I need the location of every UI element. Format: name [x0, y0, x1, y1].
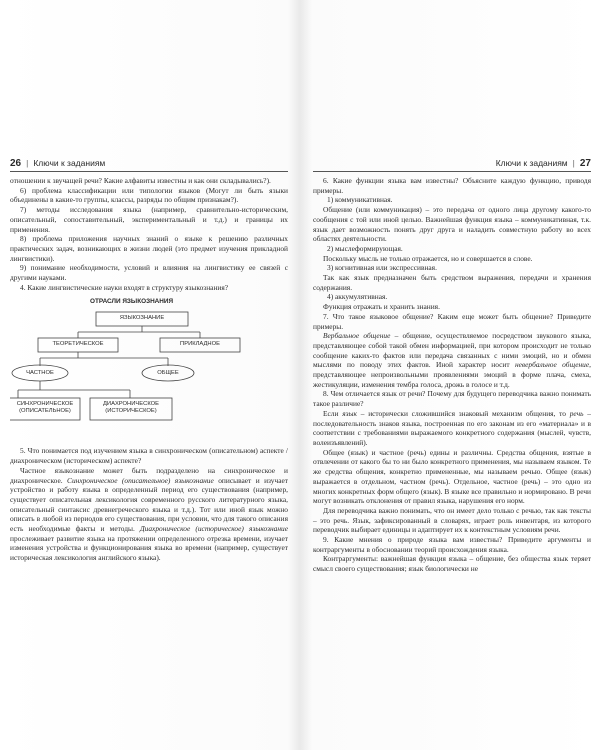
paragraph: отношении к звучащей речи? Какие алфавиты известны и как они складывались?).	[10, 176, 271, 185]
list-item: 3) когнитивная или экспрессивная.	[327, 263, 437, 273]
left-page	[10, 155, 288, 563]
general-label: ОБЩЕЕ	[157, 370, 179, 377]
emphasis: речь	[569, 408, 584, 418]
paragraph: Общее (язык) и частное (речь) едины и различны. Средства общения, взятые в отвлечении от какого бы то ни было конкретного применения, мы называем языком. Те же средства общения, конкретно примененные, мы называем речью. Общее (язык) выражается в отдельном, частном (речь). Отдельное, частное (речь) – это одно из многих конкретных форм общего (язык). В языке все правильно и нормировано. В речи могут возникать отклонения от правил языка, нарушения его норм.	[313, 447, 591, 506]
running-title: Ключи к заданиям	[495, 158, 568, 168]
particular-label: ЧАСТНОЕ	[26, 370, 54, 377]
paragraph: Контраргументы: важнейшая функция языка – общение, без общества язык теряет смысл своего существования; язык биологически не	[313, 554, 591, 574]
synchronic-subtitle: (ОПИСАТЕЛЬНОЕ)	[19, 408, 71, 415]
list-item: 2) мыслеформирующая.	[327, 243, 403, 253]
paragraph: 7) методы исследования языка (например, сравнительно-историческим, описательный, сопоставительный, экспериментальный и т.д.) и границы их применения.	[10, 205, 288, 234]
text-run: Частное языкознание может быть подразделено на синхроническое и диахроническое.	[10, 465, 288, 485]
diachronic-title: ДИАХРОНИЧЕСКОЕ	[102, 401, 160, 408]
diagram-title: ОТРАСЛИ ЯЗЫКОЗНАНИЯ	[90, 298, 174, 306]
paragraph: 6) проблема классификации или типологии языков (Могут ли быть языки объединены в какие-то группы, классы, разряды по общим признакам?).	[10, 185, 288, 205]
question-paragraph: 6. Какие функции языка вам известны? Объясните каждую функцию, приводя примеры.	[313, 176, 591, 195]
diachronic-subtitle: (ИСТОРИЧЕСКОЕ)	[105, 408, 157, 415]
paragraph: 9) понимание необходимости, условий и влияния на лингвистику ее связей с другими науками.	[10, 263, 288, 283]
emphasis: Синхроническое (описательное) языкознание	[67, 475, 214, 485]
left-text-top	[10, 176, 288, 292]
question-paragraph: 9. Какие мнения о природе языка вам известны? Приведите аргументы и контраргументы в обосновании теорий происхождения языка.	[313, 535, 591, 554]
diachronic-label	[90, 401, 172, 415]
linguistics-branches-diagram	[10, 298, 288, 438]
question-paragraph: 4. Какие лингвистические науки входят в структуру языкознания?	[20, 282, 229, 292]
text-run: – общение, осуществляемое посредством звукового языка, представляющее собой такой обмен информацией, при котором происходит не только сообщение каких-то фактов или передача связанных с ними эмоций, но и обмен мыслями по поводу этих фактов. Иной характер носит	[313, 331, 591, 370]
applied-label: ПРИКЛАДНОЕ	[180, 341, 220, 348]
right-page-header	[313, 155, 591, 172]
paragraph: Общение (или коммуникация) – это передача от одного лица другому какого-то сообщения с той или иной целью. Важнейшая функция языка – коммуникативная, т.к. язык дает возможность понять друг друга и наладить совместную работу во всех областях деятельности.	[313, 205, 591, 244]
left-text-bottom	[10, 446, 288, 562]
emphasis: язык	[342, 408, 357, 418]
paragraph	[313, 331, 591, 389]
header-separator: |	[26, 158, 29, 168]
page-number: 26	[10, 157, 22, 169]
text-run: – исторически сложившийся знаковый механизм общения, то	[360, 408, 566, 418]
synchronic-label	[10, 401, 80, 415]
text-run: прослеживает развитие языка на протяжении определенного отрезка времени, изучает изменения устройства и функционирования языка во времени (например, существует историческая лексикология английского языка).	[10, 533, 288, 563]
synchronic-title: СИНХРОНИЧЕСКОЕ	[16, 401, 74, 408]
root-label: ЯЗЫКОЗНАНИЕ	[119, 315, 165, 322]
question-paragraph: 7. Что такое языковое общение? Каким еще может быть общение? Приведите примеры.	[313, 311, 591, 331]
list-item: 1) коммуникативная.	[327, 195, 393, 205]
text-run: описывает и изучает устройство и работу языка в определенный период его существования (например, существует описательная лексикология современного русского литературного языка, описательный синтаксис древнегреческого языка и т.д.). Тот или иной язык можно описать в любой из периодов его существования, при условии, что для такого описания есть необходимые факты и методы.	[10, 475, 288, 534]
question-paragraph: 5. Что понимается под изучением языка в синхроническом (описательном) аспекте / диахроническом (историческом) аспекте?	[10, 446, 288, 466]
emphasis: невербальное общение	[514, 360, 590, 370]
page-number: 27	[579, 157, 591, 169]
right-page	[313, 155, 591, 574]
question-paragraph: 8. Чем отличается язык от речи? Почему для будущего переводчика важно понимать такое различие?	[313, 389, 591, 409]
paragraph: Так как язык предназначен быть средством выражения, передачи и хранения содержания.	[313, 273, 591, 292]
text-run: Если	[323, 408, 339, 418]
header-separator: |	[572, 158, 575, 168]
text-run: – последовательность знаков языка, построенная по его законам из его «материала» и в соответствии с требованиями выражаемого конкретного содержания (мыслей, чувств, волеизъявлений).	[313, 408, 591, 447]
list-item: 4) аккумулятивная.	[327, 292, 388, 302]
paragraph	[313, 409, 591, 448]
text-run: , представляющее непроизвольными проявлениями эмоций в форме плача, смеха, жестикуляции, изменения тембра голоса, дрожь в голосе и т.д.	[313, 360, 591, 389]
right-text	[313, 176, 591, 574]
theoretical-label: ТЕОРЕТИЧЕСКОЕ	[52, 341, 104, 348]
paragraph: 8) проблема приложения научных знаний о языке к решению различных практических задач, возникающих в жизни людей (это предмет изучения прикладной лингвистики).	[10, 234, 288, 263]
emphasis: Диахроническое (историческое) языкознание	[139, 524, 288, 534]
paragraph: Поскольку мысль не только отражается, но и совершается в слове.	[323, 253, 533, 263]
paragraph: Для переводчика важно понимать, что он имеет дело только с речью, так как тексты – это речь. Язык, зафиксированный в словарях, играет роль инвентаря, из которого переводчик выбирает единицы и адаптирует их к контекстным условиям речи.	[313, 505, 591, 535]
left-page-header	[10, 155, 288, 172]
emphasis: Вербальное общение	[323, 331, 391, 341]
running-title: Ключи к заданиям	[33, 158, 106, 168]
paragraph	[10, 466, 288, 563]
paragraph: Функция отражать и хранить знания.	[323, 302, 440, 312]
